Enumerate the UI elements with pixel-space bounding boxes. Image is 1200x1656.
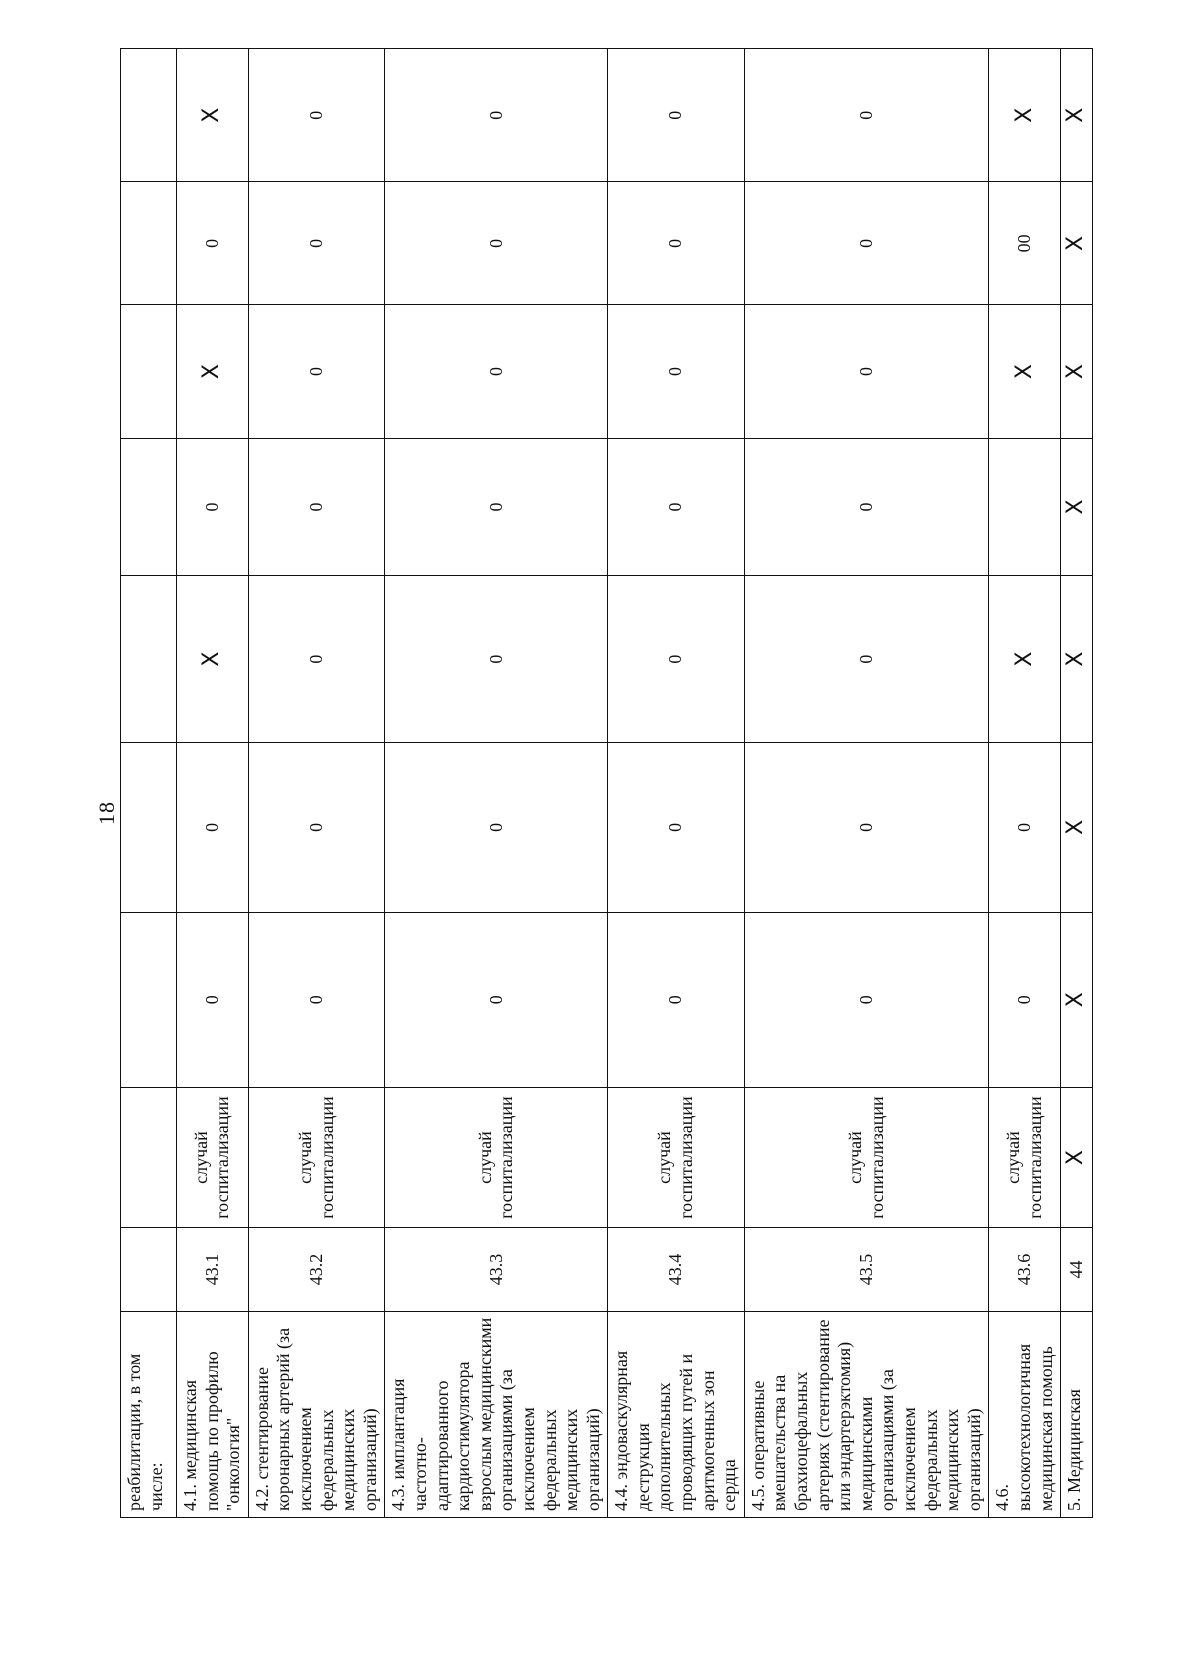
value-cell: 0 [385,182,608,305]
value-cell: 0 [385,438,608,576]
value-cell: 00 [989,182,1061,305]
value-cell: X [1061,49,1092,182]
value-cell: 0 [385,305,608,438]
value-cell: 0 [744,305,989,438]
value-cell: 0 [744,182,989,305]
data-table [120,48,1093,1518]
value-cell: X [1061,438,1092,576]
value-cell: 0 [608,912,745,1087]
row-unit: случай госпитализации [385,1087,608,1228]
value-cell: 0 [608,438,745,576]
value-cell: 0 [177,742,249,912]
value-cell [121,576,177,743]
table-row [385,49,608,1518]
value-cell: X [1061,742,1092,912]
row-number: 43.1 [177,1228,249,1311]
row-number: 43.3 [385,1228,608,1311]
value-cell: X [1061,912,1092,1087]
value-cell: 0 [248,182,385,305]
value-cell: 0 [608,576,745,743]
row-name: 4.3. имплантация частотно-адаптированного кардиостимулятора взрослым медицинскими организациями (за исключением федеральных медицинских организаций) [385,1311,608,1517]
value-cell: 0 [744,576,989,743]
row-name: 4.2. стентирование коронарных артерий (за исключением федеральных медицинских организаций) [248,1311,385,1517]
value-cell: 0 [608,742,745,912]
table-row [1061,49,1092,1518]
row-number: 43.5 [744,1228,989,1311]
row-unit [121,1087,177,1228]
value-cell: 0 [744,912,989,1087]
row-number: 44 [1061,1228,1092,1311]
page-number: 18 [94,801,119,825]
value-cell: 0 [248,49,385,182]
row-unit: X [1061,1087,1092,1228]
value-cell: 0 [385,576,608,743]
row-name: 4.5. оперативные вмешательства на брахиоцефальных артериях (стентирование или эндартерэктомия) медицинскими организациями (за исключением федеральных медицинских организаций) [744,1311,989,1517]
row-name: реабилитации, в том числе: [121,1311,177,1517]
value-cell: 0 [744,49,989,182]
value-cell: 0 [989,912,1061,1087]
value-cell: 0 [177,182,249,305]
table-row [248,49,385,1518]
row-unit: случай госпитализации [248,1087,385,1228]
row-unit: случай госпитализации [744,1087,989,1228]
value-cell [121,49,177,182]
value-cell: 0 [608,49,745,182]
value-cell: X [989,305,1061,438]
value-cell: 0 [177,438,249,576]
row-number: 43.6 [989,1228,1061,1311]
value-cell: 0 [385,49,608,182]
value-cell: X [1061,182,1092,305]
value-cell [989,438,1061,576]
value-cell: 0 [248,912,385,1087]
value-cell: X [989,576,1061,743]
table-row [121,49,177,1518]
value-cell: 0 [248,438,385,576]
value-cell: 0 [248,576,385,743]
row-number: 43.2 [248,1228,385,1311]
value-cell: 0 [608,305,745,438]
value-cell: 0 [385,742,608,912]
value-cell [121,305,177,438]
value-cell [121,438,177,576]
row-name: 4.6. высокотехнологичная медицинская помощь [989,1311,1061,1517]
rotated-table-container [120,48,1089,1518]
value-cell: X [177,576,249,743]
value-cell: 0 [744,742,989,912]
value-cell: 0 [989,742,1061,912]
row-unit: случай госпитализации [989,1087,1061,1228]
table-row [744,49,989,1518]
row-number: 43.4 [608,1228,745,1311]
value-cell: X [1061,576,1092,743]
value-cell: 0 [248,305,385,438]
row-name: 4.4. эндоваскулярная деструкция дополнительных проводящих путей и аритмогенных зон сердца [608,1311,745,1517]
value-cell: 0 [177,912,249,1087]
value-cell [121,182,177,305]
table-row [177,49,249,1518]
value-cell [121,742,177,912]
value-cell [121,912,177,1087]
value-cell: 0 [248,742,385,912]
row-number [121,1228,177,1311]
row-name: 5. Медицинская [1061,1311,1092,1517]
value-cell: X [989,49,1061,182]
value-cell: X [177,49,249,182]
value-cell: 0 [608,182,745,305]
value-cell: X [177,305,249,438]
value-cell: 0 [744,438,989,576]
value-cell: X [1061,305,1092,438]
row-unit: случай госпитализации [177,1087,249,1228]
row-name: 4.1. медицинская помощь по профилю "онкология" [177,1311,249,1517]
table-row [989,49,1061,1518]
table-row [608,49,745,1518]
value-cell: 0 [385,912,608,1087]
row-unit: случай госпитализации [608,1087,745,1228]
